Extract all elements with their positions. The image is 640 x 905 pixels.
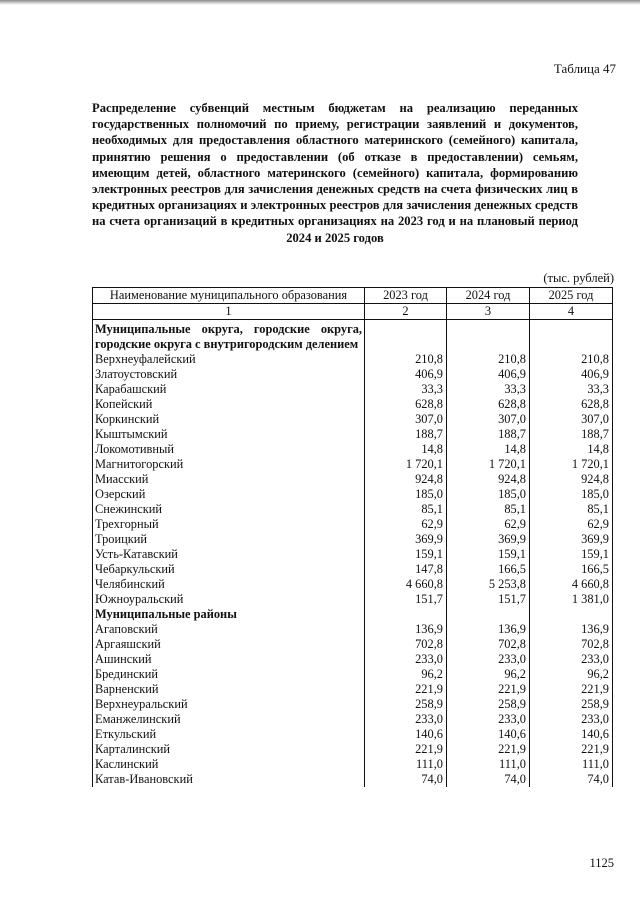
municipality-name: Катав-Ивановский: [93, 772, 365, 787]
units-label: (тыс. рублей): [543, 271, 614, 285]
value-2023: 85,1: [365, 502, 447, 517]
value-2025: 14,8: [530, 442, 613, 457]
value-2024: 96,2: [447, 667, 530, 682]
value-2025: 369,9: [530, 532, 613, 547]
value-2025: 166,5: [530, 562, 613, 577]
value-2024: 628,8: [447, 397, 530, 412]
table-row: [93, 457, 613, 472]
value-2025: 159,1: [530, 547, 613, 562]
value-2024: 140,6: [447, 727, 530, 742]
header-municipality: Наименование муниципального образования: [93, 288, 365, 304]
table-row: [93, 352, 613, 367]
value-2024: 62,9: [447, 517, 530, 532]
value-2023: 188,7: [365, 427, 447, 442]
value-2023: 702,8: [365, 637, 447, 652]
municipality-name: Усть-Катавский: [93, 547, 365, 562]
table-row: [93, 577, 613, 592]
subvention-table: [92, 287, 613, 787]
table-row: [93, 487, 613, 502]
table-body: [93, 320, 613, 788]
table-row: [93, 637, 613, 652]
municipality-name: Озерский: [93, 487, 365, 502]
table-row: [93, 517, 613, 532]
municipality-name: Челябинский: [93, 577, 365, 592]
value-2024: 166,5: [447, 562, 530, 577]
value-2025: 140,6: [530, 727, 613, 742]
value-2023: 151,7: [365, 592, 447, 607]
section-heading-row: [93, 320, 613, 353]
value-2023: 924,8: [365, 472, 447, 487]
value-2023: 147,8: [365, 562, 447, 577]
value-2023: 233,0: [365, 652, 447, 667]
value-2024: [447, 607, 530, 622]
value-2025: 85,1: [530, 502, 613, 517]
table-row: [93, 502, 613, 517]
value-2024: 221,9: [447, 682, 530, 697]
group-heading: Муниципальные округа, городские округа, городские округа с внутригородским делением: [93, 320, 365, 353]
value-2025: 258,9: [530, 697, 613, 712]
value-2024: 210,8: [447, 352, 530, 367]
value-2024: 159,1: [447, 547, 530, 562]
value-2023: 140,6: [365, 727, 447, 742]
column-number-1: 1: [93, 304, 365, 320]
value-2023: 74,0: [365, 772, 447, 787]
municipality-name: Карабашский: [93, 382, 365, 397]
table-row: [93, 397, 613, 412]
table-row: [93, 772, 613, 787]
value-2024: 185,0: [447, 487, 530, 502]
value-2023: 307,0: [365, 412, 447, 427]
value-2024: 5 253,8: [447, 577, 530, 592]
value-2024: 924,8: [447, 472, 530, 487]
value-2025: 924,8: [530, 472, 613, 487]
document-title: Распределение субвенций местным бюджетам на реализацию переданных государственных полномочий по приему, регистрации заявлений и документов, необходимых для предоставления областного материнского (семейного) капитала, принятию решения о предоставлении (об отказе в предоставлении) семьям, имеющим детей, областного материнского (семейного) капитала, формированию электронных реестров для зачисления денежных средств на счета физических лиц в кредитных организациях и электронных реестров для зачисления денежных средств на счета организаций в кредитных организациях на 2023 год и на плановый период 2024 и 2025 годов: [92, 101, 578, 245]
value-2025: [530, 607, 613, 622]
value-2024: 74,0: [447, 772, 530, 787]
municipality-name: Коркинский: [93, 412, 365, 427]
value-2025: 74,0: [530, 772, 613, 787]
municipality-name: Верхнеуфалейский: [93, 352, 365, 367]
value-2024: 233,0: [447, 712, 530, 727]
value-2024: 14,8: [447, 442, 530, 457]
municipality-name: Еткульский: [93, 727, 365, 742]
table-row: [93, 547, 613, 562]
value-2023: 159,1: [365, 547, 447, 562]
value-2025: 1 720,1: [530, 457, 613, 472]
municipality-name: Миасский: [93, 472, 365, 487]
value-2025: [530, 320, 613, 353]
municipality-name: Копейский: [93, 397, 365, 412]
table-row: [93, 682, 613, 697]
municipality-name: Еманжелинский: [93, 712, 365, 727]
value-2023: 406,9: [365, 367, 447, 382]
value-2025: 307,0: [530, 412, 613, 427]
table-row: [93, 622, 613, 637]
value-2025: 1 381,0: [530, 592, 613, 607]
value-2023: 111,0: [365, 757, 447, 772]
page-number: 1125: [589, 856, 614, 870]
value-2024: 1 720,1: [447, 457, 530, 472]
municipality-name: Аргаяшский: [93, 637, 365, 652]
municipality-name: Локомотивный: [93, 442, 365, 457]
municipality-name: Кыштымский: [93, 427, 365, 442]
value-2024: 702,8: [447, 637, 530, 652]
municipality-name: Троицкий: [93, 532, 365, 547]
table-row: [93, 442, 613, 457]
table-row: [93, 562, 613, 577]
value-2023: 136,9: [365, 622, 447, 637]
municipality-name: Верхнеуральский: [93, 697, 365, 712]
table-row: [93, 697, 613, 712]
table-row: [93, 532, 613, 547]
value-2025: 221,9: [530, 682, 613, 697]
value-2023: 185,0: [365, 487, 447, 502]
table-row: [93, 712, 613, 727]
header-2024: 2024 год: [447, 288, 530, 304]
value-2023: 62,9: [365, 517, 447, 532]
value-2023: 14,8: [365, 442, 447, 457]
value-2023: 369,9: [365, 532, 447, 547]
header-2023: 2023 год: [365, 288, 447, 304]
subheading-row: [93, 607, 613, 622]
table-number: Таблица 47: [553, 61, 616, 76]
value-2023: 1 720,1: [365, 457, 447, 472]
value-2024: 258,9: [447, 697, 530, 712]
value-2025: 702,8: [530, 637, 613, 652]
value-2024: 111,0: [447, 757, 530, 772]
table-row: [93, 412, 613, 427]
header-row: [93, 288, 613, 304]
value-2023: 210,8: [365, 352, 447, 367]
value-2023: 258,9: [365, 697, 447, 712]
municipality-name: Магнитогорский: [93, 457, 365, 472]
value-2023: 221,9: [365, 682, 447, 697]
column-number-row: [93, 304, 613, 320]
value-2023: 233,0: [365, 712, 447, 727]
table-row: [93, 727, 613, 742]
value-2024: 221,9: [447, 742, 530, 757]
value-2025: 221,9: [530, 742, 613, 757]
value-2025: 62,9: [530, 517, 613, 532]
value-2024: 85,1: [447, 502, 530, 517]
value-2024: 307,0: [447, 412, 530, 427]
value-2023: 96,2: [365, 667, 447, 682]
column-number-4: 4: [530, 304, 613, 320]
table-row: [93, 757, 613, 772]
value-2024: 233,0: [447, 652, 530, 667]
municipality-name: Варненский: [93, 682, 365, 697]
value-2024: [447, 320, 530, 353]
table-row: [93, 367, 613, 382]
value-2025: 111,0: [530, 757, 613, 772]
value-2025: 233,0: [530, 652, 613, 667]
municipality-name: Златоустовский: [93, 367, 365, 382]
table-row: [93, 592, 613, 607]
value-2025: 406,9: [530, 367, 613, 382]
scan-top-edge: [0, 0, 640, 5]
municipality-name: Брединский: [93, 667, 365, 682]
value-2025: 185,0: [530, 487, 613, 502]
table-row: [93, 652, 613, 667]
value-2025: 210,8: [530, 352, 613, 367]
value-2024: 151,7: [447, 592, 530, 607]
municipality-name: Каслинский: [93, 757, 365, 772]
value-2023: [365, 320, 447, 353]
municipality-name: Карталинский: [93, 742, 365, 757]
value-2023: [365, 607, 447, 622]
column-number-2: 2: [365, 304, 447, 320]
value-2025: 4 660,8: [530, 577, 613, 592]
value-2023: 33,3: [365, 382, 447, 397]
municipality-name: Агаповский: [93, 622, 365, 637]
value-2023: 4 660,8: [365, 577, 447, 592]
municipality-name: Чебаркульский: [93, 562, 365, 577]
value-2023: 221,9: [365, 742, 447, 757]
value-2024: 136,9: [447, 622, 530, 637]
value-2025: 628,8: [530, 397, 613, 412]
table-row: [93, 472, 613, 487]
table-row: [93, 742, 613, 757]
municipality-name: Трехгорный: [93, 517, 365, 532]
municipality-name: Снежинский: [93, 502, 365, 517]
value-2025: 96,2: [530, 667, 613, 682]
table-row: [93, 427, 613, 442]
municipality-name: Ашинский: [93, 652, 365, 667]
table-row: [93, 667, 613, 682]
value-2024: 369,9: [447, 532, 530, 547]
column-number-3: 3: [447, 304, 530, 320]
value-2025: 188,7: [530, 427, 613, 442]
table-row: [93, 382, 613, 397]
value-2025: 233,0: [530, 712, 613, 727]
header-2025: 2025 год: [530, 288, 613, 304]
value-2025: 33,3: [530, 382, 613, 397]
value-2024: 33,3: [447, 382, 530, 397]
group-heading: Муниципальные районы: [93, 607, 365, 622]
value-2024: 188,7: [447, 427, 530, 442]
municipality-name: Южноуральский: [93, 592, 365, 607]
value-2024: 406,9: [447, 367, 530, 382]
value-2023: 628,8: [365, 397, 447, 412]
value-2025: 136,9: [530, 622, 613, 637]
